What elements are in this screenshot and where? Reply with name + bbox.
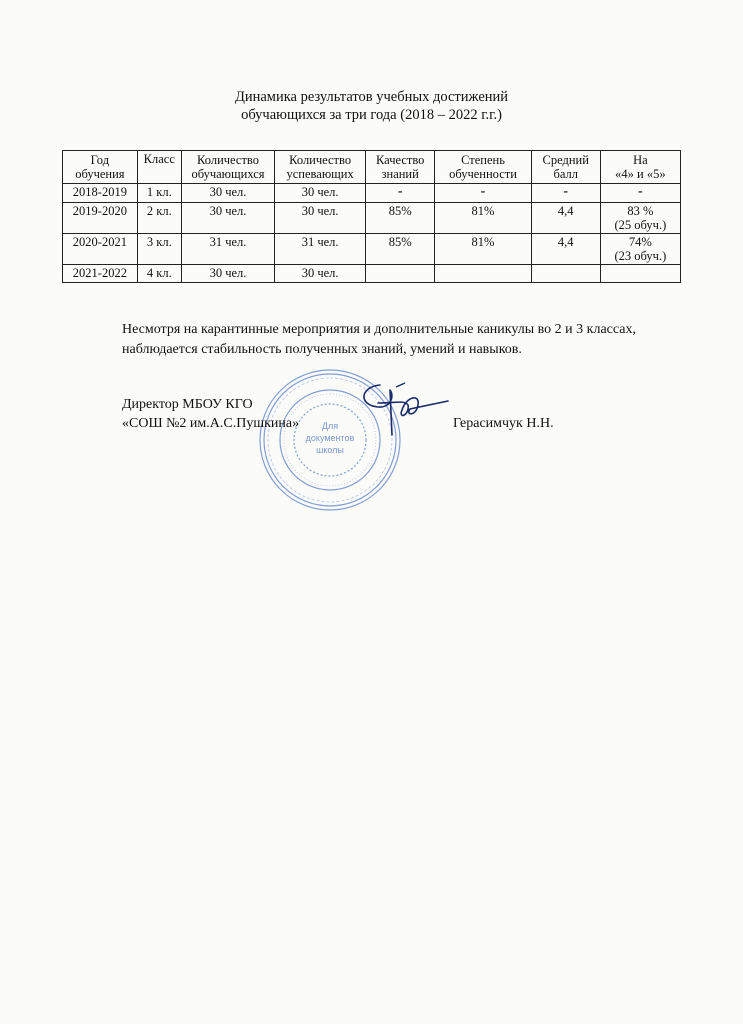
stamp-text-3: школы bbox=[316, 445, 344, 455]
header-successful: Количество успевающих bbox=[275, 151, 366, 184]
cell-year: 2021-2022 bbox=[63, 265, 138, 283]
header-students: Количество обучающихся bbox=[181, 151, 274, 184]
cell-students: 30 чел. bbox=[181, 265, 274, 283]
cell-on-4-5 bbox=[600, 265, 680, 283]
cell-year: 2019-2020 bbox=[63, 203, 138, 234]
cell-students: 30 чел. bbox=[181, 203, 274, 234]
title-line-2: обучающихся за три года (2018 – 2022 г.г.) bbox=[241, 107, 502, 123]
position-line-1: Директор МБОУ КГО bbox=[122, 397, 253, 412]
table-header-row bbox=[63, 151, 681, 184]
cell-average: - bbox=[531, 184, 600, 203]
cell-degree: - bbox=[435, 184, 531, 203]
cell-year: 2018-2019 bbox=[63, 184, 138, 203]
cell-on-4-5: - bbox=[600, 184, 680, 203]
header-average: Средний балл bbox=[531, 151, 600, 184]
note-line-2: наблюдается стабильность полученных знаний, умений и навыков. bbox=[122, 342, 522, 357]
table-row bbox=[63, 203, 681, 234]
cell-students: 31 чел. bbox=[181, 234, 274, 265]
cell-degree: 81% bbox=[435, 203, 531, 234]
cell-quality bbox=[366, 265, 435, 283]
director-position bbox=[122, 395, 299, 433]
header-class: Класс bbox=[137, 151, 181, 184]
cell-students: 30 чел. bbox=[181, 184, 274, 203]
stamp-text-2: документов bbox=[305, 433, 355, 443]
director-signature bbox=[350, 375, 450, 445]
cell-class: 4 кл. bbox=[137, 265, 181, 283]
title-line-1: Динамика результатов учебных достижений bbox=[234, 89, 509, 105]
cell-successful: 30 чел. bbox=[275, 265, 366, 283]
table-row bbox=[63, 265, 681, 283]
cell-average: 4,4 bbox=[531, 234, 600, 265]
results-table bbox=[62, 150, 681, 283]
cell-year: 2020-2021 bbox=[63, 234, 138, 265]
cell-successful: 31 чел. bbox=[275, 234, 366, 265]
note-line-1: Несмотря на карантинные мероприятия и дополнительные каникулы во 2 и 3 классах, bbox=[122, 322, 636, 337]
cell-degree: 81% bbox=[435, 234, 531, 265]
cell-successful: 30 чел. bbox=[275, 203, 366, 234]
cell-on-4-5: 74% (23 обуч.) bbox=[600, 234, 680, 265]
cell-on-4-5: 83 % (25 обуч.) bbox=[600, 203, 680, 234]
cell-quality: 85% bbox=[366, 203, 435, 234]
header-quality: Качество знаний bbox=[366, 151, 435, 184]
cell-quality: 85% bbox=[366, 234, 435, 265]
header-on-4-5: На «4» и «5» bbox=[600, 151, 680, 184]
summary-note bbox=[122, 320, 682, 360]
position-line-2: «СОШ №2 им.А.С.Пушкина» bbox=[122, 416, 300, 431]
cell-average bbox=[531, 265, 600, 283]
stamp-text-1: Для bbox=[321, 421, 339, 431]
table-row bbox=[63, 184, 681, 203]
table-row bbox=[63, 234, 681, 265]
cell-average: 4,4 bbox=[531, 203, 600, 234]
cell-class: 3 кл. bbox=[137, 234, 181, 265]
header-year: Год обучения bbox=[63, 151, 138, 184]
cell-successful: 30 чел. bbox=[275, 184, 366, 203]
header-degree: Степень обученности bbox=[435, 151, 531, 184]
document-title bbox=[0, 88, 743, 124]
cell-class: 2 кл. bbox=[137, 203, 181, 234]
cell-class: 1 кл. bbox=[137, 184, 181, 203]
cell-degree bbox=[435, 265, 531, 283]
cell-quality: - bbox=[366, 184, 435, 203]
director-name: Герасимчук Н.Н. bbox=[453, 416, 554, 431]
